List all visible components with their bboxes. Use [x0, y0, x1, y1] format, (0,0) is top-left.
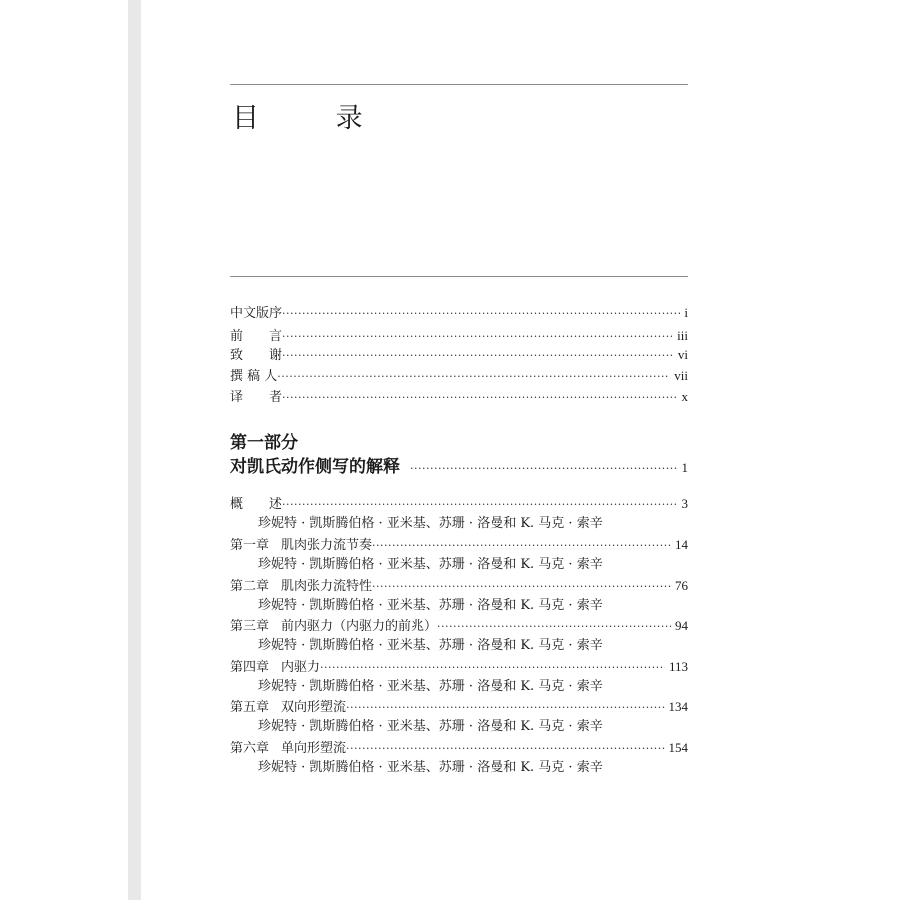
dot-leader	[282, 347, 674, 365]
toc-entry-page: 3	[681, 496, 688, 511]
toc-entry-page: vii	[674, 368, 688, 383]
toc-entry-contributors[interactable]	[230, 367, 688, 385]
toc-entry-overview[interactable]	[230, 495, 688, 513]
toc-entry-label	[230, 618, 437, 636]
toc-entry-page: i	[684, 305, 688, 320]
dot-leader	[372, 537, 671, 555]
toc-entry-foreword[interactable]	[230, 327, 688, 345]
toc-entry-chapter-4[interactable]	[230, 658, 688, 676]
chapter-authors: 珍妮特 · 凯斯腾伯格 · 亚米基、苏珊 · 洛曼和 K. 马克 · 索辛	[258, 679, 603, 694]
chapter-title: 肌肉张力流节奏	[281, 538, 373, 553]
chapter-number: 第一章	[230, 538, 270, 553]
toc-entry-acknowledgements[interactable]	[230, 346, 688, 364]
toc-entry-chapter-6[interactable]	[230, 739, 688, 757]
chapter-title: 前内驱力（内驱力的前兆）	[281, 619, 438, 634]
chapter-number: 第二章	[230, 579, 270, 594]
toc-entry-label: 中文版序	[230, 306, 283, 321]
chapter-authors: 珍妮特 · 凯斯腾伯格 · 亚米基、苏珊 · 洛曼和 K. 马克 · 索辛	[258, 638, 603, 653]
toc-entry-page: x	[681, 389, 688, 404]
toc-entry-label	[230, 578, 372, 596]
chapter-authors: 珍妮特 · 凯斯腾伯格 · 亚米基、苏珊 · 洛曼和 K. 马克 · 索辛	[258, 598, 603, 613]
chapter-authors: 珍妮特 · 凯斯腾伯格 · 亚米基、苏珊 · 洛曼和 K. 马克 · 索辛	[258, 760, 603, 775]
toc-entry-translators[interactable]	[230, 388, 688, 406]
dot-leader	[282, 389, 677, 407]
dot-leader	[277, 368, 670, 386]
toc-entry-page: 1	[681, 460, 688, 475]
toc-entry-chapter-1[interactable]	[230, 536, 688, 554]
chapter-title: 肌肉张力流特性	[281, 579, 373, 594]
toc-entry-label	[230, 537, 372, 555]
toc-entry-label	[230, 740, 346, 758]
chapter-title: 单向形塑流	[281, 741, 347, 756]
dot-leader	[410, 458, 678, 480]
toc-entry-page: 14	[675, 537, 688, 552]
toc-entry-chapter-5[interactable]	[230, 698, 688, 716]
chapter-authors: 珍妮特 · 凯斯腾伯格 · 亚米基、苏珊 · 洛曼和 K. 马克 · 索辛	[258, 516, 603, 531]
dot-leader	[346, 699, 664, 717]
chapter-number: 第三章	[230, 619, 270, 634]
chapter-title: 内驱力	[281, 660, 321, 675]
dot-leader	[437, 618, 671, 636]
part-label: 第一部分	[230, 433, 298, 453]
toc-entry-page: 94	[675, 618, 688, 633]
chapter-title: 双向形塑流	[281, 700, 347, 715]
toc-entry-part-one[interactable]	[230, 456, 688, 478]
toc-entry-label: 撰 稿 人	[230, 369, 278, 384]
page-spine-shadow	[128, 0, 141, 900]
toc-entry-label: 前 言	[230, 329, 283, 344]
toc-entry-preface-cn[interactable]	[230, 304, 688, 322]
toc-entry-page: 76	[675, 578, 688, 593]
dot-leader	[320, 659, 665, 677]
toc-entry-page: iii	[677, 328, 688, 343]
chapter-number: 第四章	[230, 660, 270, 675]
chapter-authors: 珍妮特 · 凯斯腾伯格 · 亚米基、苏珊 · 洛曼和 K. 马克 · 索辛	[258, 557, 603, 572]
page-title: 目 录	[232, 103, 397, 134]
toc-entry-chapter-2[interactable]	[230, 577, 688, 595]
toc-entry-label: 译 者	[230, 390, 283, 405]
dot-leader	[282, 496, 677, 514]
chapter-number: 第六章	[230, 741, 270, 756]
chapter-number: 第五章	[230, 700, 270, 715]
section-rule	[230, 276, 688, 277]
toc-entry-label: 致 谢	[230, 348, 283, 363]
toc-entry-chapter-3[interactable]	[230, 617, 688, 635]
dot-leader	[372, 578, 671, 596]
toc-entry-label: 概 述	[230, 497, 283, 512]
dot-leader	[282, 305, 680, 323]
chapter-authors: 珍妮特 · 凯斯腾伯格 · 亚米基、苏珊 · 洛曼和 K. 马克 · 索辛	[258, 719, 603, 734]
toc-entry-page: 113	[668, 659, 688, 674]
dot-leader	[282, 328, 673, 346]
toc-entry-page: 154	[668, 740, 688, 755]
toc-entry-page: 134	[668, 699, 688, 714]
top-rule	[230, 84, 688, 85]
toc-entry-page: vi	[677, 347, 688, 362]
dot-leader	[346, 740, 664, 758]
part-title: 对凯氏动作侧写的解释	[230, 457, 400, 477]
toc-entry-label	[230, 659, 320, 677]
toc-entry-label	[230, 699, 346, 717]
